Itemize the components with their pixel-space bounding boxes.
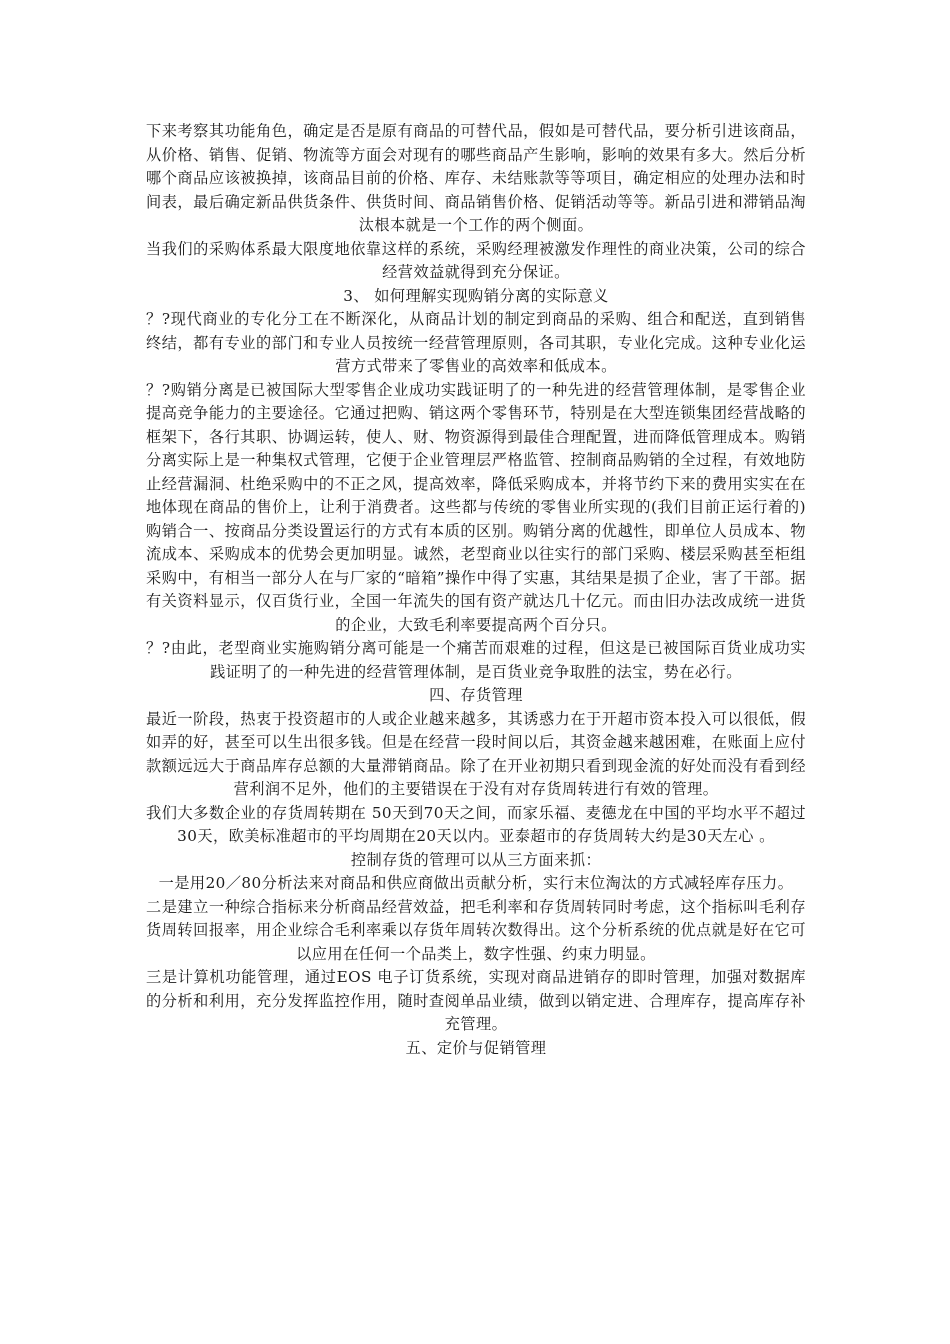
paragraph-supermarket-investment: 最近一阶段，热衷于投资超市的人或企业越来越多，其诱惑力在于开超市资本投入可以很低，假如弄的好，甚至可以生出很多钱。但是在经营一段时间以后，其资金越来越困难，在账面上应付款额远远大于商品库存总额的大量滞销商品。除了在开业初期只看到现金流的好处而没有看到经营利润不足外，他们的主要错误在于没有对存货周转进行有效的管理。 xyxy=(146,709,806,798)
paragraph-method-three: 三是计算机功能管理，通过EOS 电子订货系统，实现对商品进销存的即时管理，加强对数据库的分析和利用，充分发挥监控作用，随时查阅单品业绩，做到以销定进、合理库存，提高库存补充管理。 xyxy=(146,968,806,1033)
paragraph-control-intro: 控制存货的管理可以从三方面来抓： xyxy=(350,850,602,869)
paragraph-conclusion-separation: ？?由此，老型商业实施购销分离可能是一个痛苦而艰难的过程，但这是已被国际百货业成功实践证明了的一种先进的经营管理体制，是百货业竞争取胜的法宝，势在必行。 xyxy=(146,639,806,681)
section-heading-3: 3、 如何理解实现购销分离的实际意义 xyxy=(343,286,609,305)
paragraph-purchase-sales-separation: ？?购销分离是已被国际大型零售企业成功实践证明了的一种先进的经营管理体制，是零售企业提高竞争能力的主要途径。它通过把购、销这两个零售环节，特别是在大型连锁集团经营战略的框架下，各行其职、协调运转，使人、财、物资源得到最佳合理配置，进而降低管理成本。购销分离实际上是一种集权式管理，它便于企业管理层严格监管、控制商品购销的全过程，有效地防止经营漏洞、杜绝采购中的不正之风，提高效率，降低采购成本，并将节约下来的费用实实在在地体现在商品的售价上，让利于消费者。这些都与传统的零售业所实现的(我们目前正运行着的)购销合一、按商品分类设置运行的方式有本质的区别。购销分离的优越性，即单位人员成本、物流成本、采购成本的优势会更加明显。诚然，老型商业以往实行的部门采购、楼层采购甚至柜组采购中，有相当一部分人在与厂家的“暗箱”操作中得了实惠，其结果是损了企业，害了干部。据有关资料显示，仅百货行业，全国一年流失的国有资产就达几十亿元。而由旧办法改成统一进货的企业，大致毛利率要提高两个百分只。 xyxy=(146,380,806,634)
document-body xyxy=(146,120,806,1060)
section-heading-inventory: 四、存货管理 xyxy=(429,686,523,704)
paragraph-inventory-turnover: 我们大多数企业的存货周转期在 50天到70天之间，而家乐福、麦德龙在中国的平均水平不超过30天，欧美标准超市的平均周期在20天以内。亚泰超市的存货周转大约是30天左心 。 xyxy=(146,803,806,845)
paragraph-new-product-analysis: 下来考察其功能角色，确定是否是原有商品的可替代品，假如是可替代品，要分析引进该商品，从价格、销售、促销、物流等方面会对现有的哪些商品产生影响，影响的效果有多大。然后分析哪个商品应该被换掉，该商品目前的价格、库存、未结账款等等项目，确定相应的处理办法和时间表，最后确定新品供货条件、供货时间、商品销售价格、促销活动等等。新品引进和滞销品淘汰根本就是一个工作的两个侧面。 xyxy=(146,122,806,234)
paragraph-method-two: 二是建立一种综合指标来分析商品经营效益，把毛利率和存货周转同时考虑，这个指标叫毛利存货周转回报率，用企业综合毛利率乘以存货年周转次数得出。这个分析系统的优点就是好在它可以应用在任何一个品类上，数字性强、约束力明显。 xyxy=(146,897,806,963)
paragraph-purchasing-system: 当我们的采购体系最大限度地依靠这样的系统，采购经理被激发作理性的商业决策，公司的综合经营效益就得到充分保证。 xyxy=(146,239,806,281)
section-heading-pricing: 五、定价与促销管理 xyxy=(405,1038,547,1057)
paragraph-method-one: 一是用20／80分析法来对商品和供应商做出贡献分析，实行末位淘汰的方式减轻库存压力。 xyxy=(158,874,794,892)
paragraph-specialization: ？?现代商业的专化分工在不断深化，从商品计划的制定到商品的采购、组合和配送，直到销售终结，都有专业的部门和专业人员按统一经营管理原则，各司其职，专业化完成。这种专业化运营方式带来了零售业的高效率和低成本。 xyxy=(146,310,806,375)
